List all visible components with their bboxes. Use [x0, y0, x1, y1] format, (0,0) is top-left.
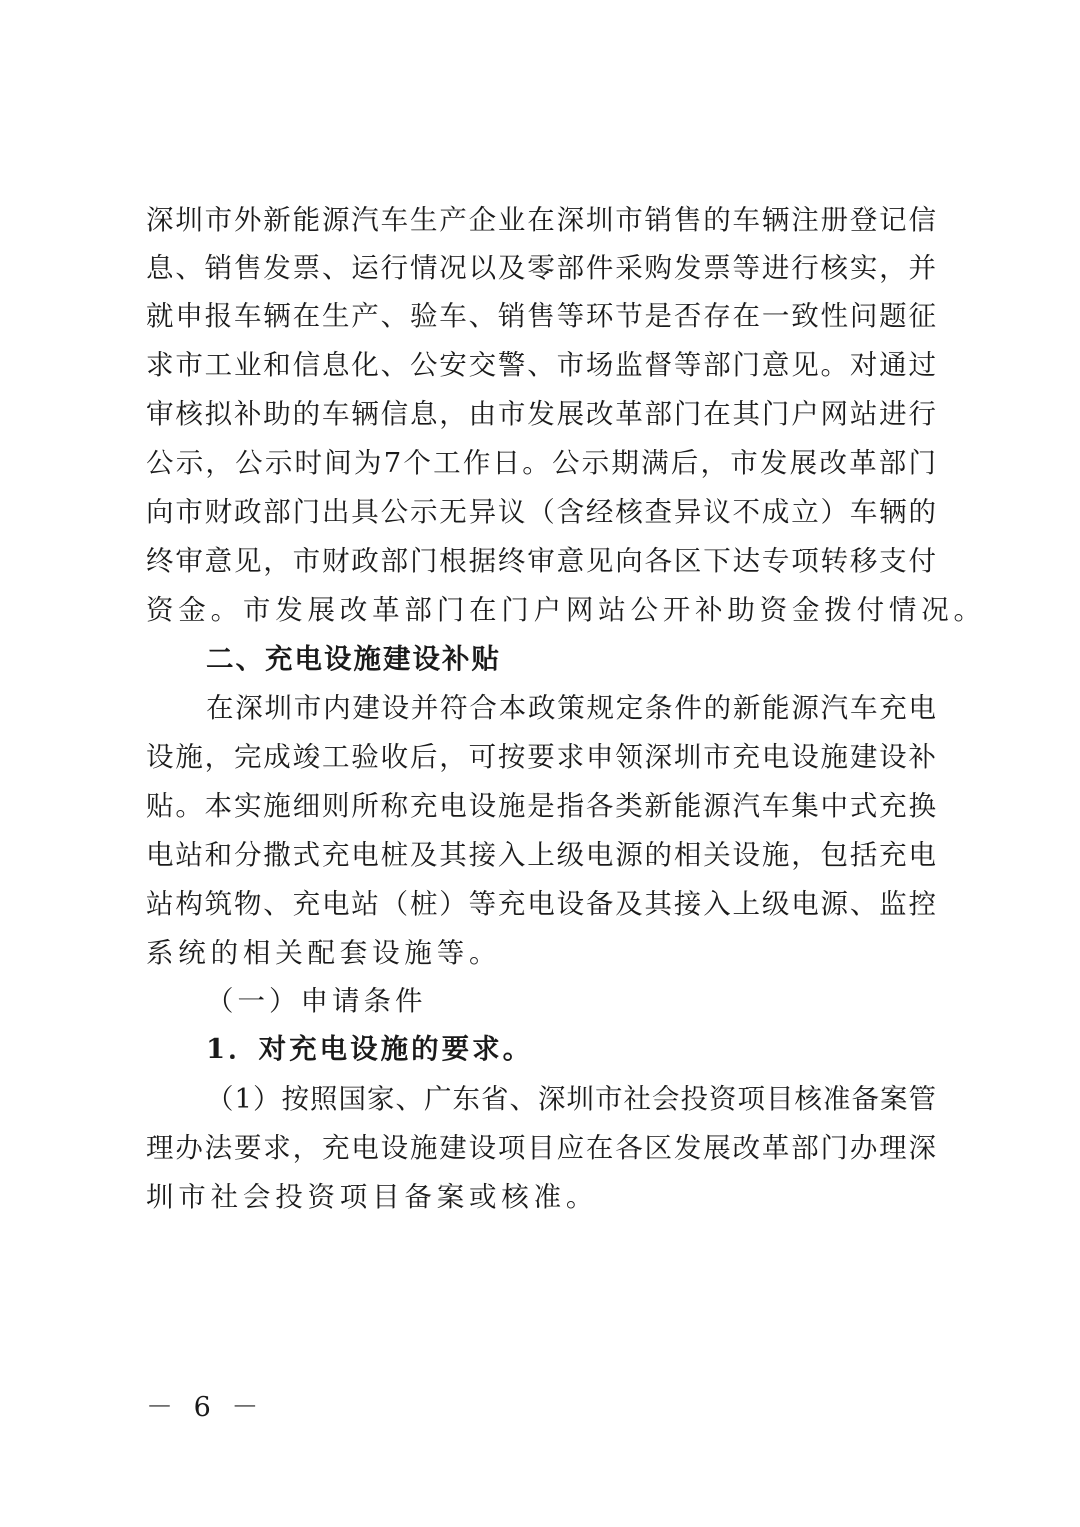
paragraph-line: 资金。市发展改革部门在门户网站公开补助资金拨付情况。 — [146, 594, 986, 626]
paragraph-line: 求市工业和信息化、公安交警、市场监督等部门意见。对通过 — [146, 349, 936, 381]
paragraph-line: 理办法要求，充电设施建设项目应在各区发展改革部门办理深 — [146, 1132, 936, 1164]
paragraph-line: 终审意见，市财政部门根据终审意见向各区下达专项转移支付 — [146, 545, 936, 577]
paragraph-line: 息、销售发票、运行情况以及零部件采购发票等进行核实，并 — [146, 252, 936, 284]
item-heading: 1．对充电设施的要求。 — [206, 1033, 534, 1065]
paragraph-line: 系统的相关配套设施等。 — [146, 937, 502, 969]
section-heading: 二、充电设施建设补贴 — [206, 643, 501, 675]
paragraph-line: 站构筑物、充电站（桩）等充电设备及其接入上级电源、监控 — [146, 888, 936, 920]
paragraph-line: （1）按照国家、广东省、深圳市社会投资项目核准备案管 — [206, 1083, 936, 1115]
paragraph-line: 圳市社会投资项目备案或核准。 — [146, 1181, 599, 1213]
paragraph-line: 审核拟补助的车辆信息，由市发展改革部门在其门户网站进行 — [146, 398, 936, 430]
paragraph-line: 贴。本实施细则所称充电设施是指各类新能源汽车集中式充换 — [146, 790, 936, 822]
paragraph-line: 向市财政部门出具公示无异议（含经核查异议不成立）车辆的 — [146, 496, 936, 528]
paragraph-line: 设施，完成竣工验收后，可按要求申领深圳市充电设施建设补 — [146, 741, 936, 773]
paragraph-line: 电站和分撒式充电桩及其接入上级电源的相关设施，包括充电 — [146, 839, 936, 871]
paragraph-line: 深圳市外新能源汽车生产企业在深圳市销售的车辆注册登记信 — [146, 204, 936, 236]
paragraph-line: 在深圳市内建设并符合本政策规定条件的新能源汽车充电 — [206, 692, 936, 724]
paragraph-line: 就申报车辆在生产、验车、销售等环节是否存在一致性问题征 — [146, 300, 936, 332]
paragraph-line: 公示，公示时间为7个工作日。公示期满后，市发展改革部门 — [146, 447, 936, 479]
subsection-heading: （一）申请条件 — [206, 985, 427, 1017]
page-number: － 6 － — [146, 1392, 265, 1423]
